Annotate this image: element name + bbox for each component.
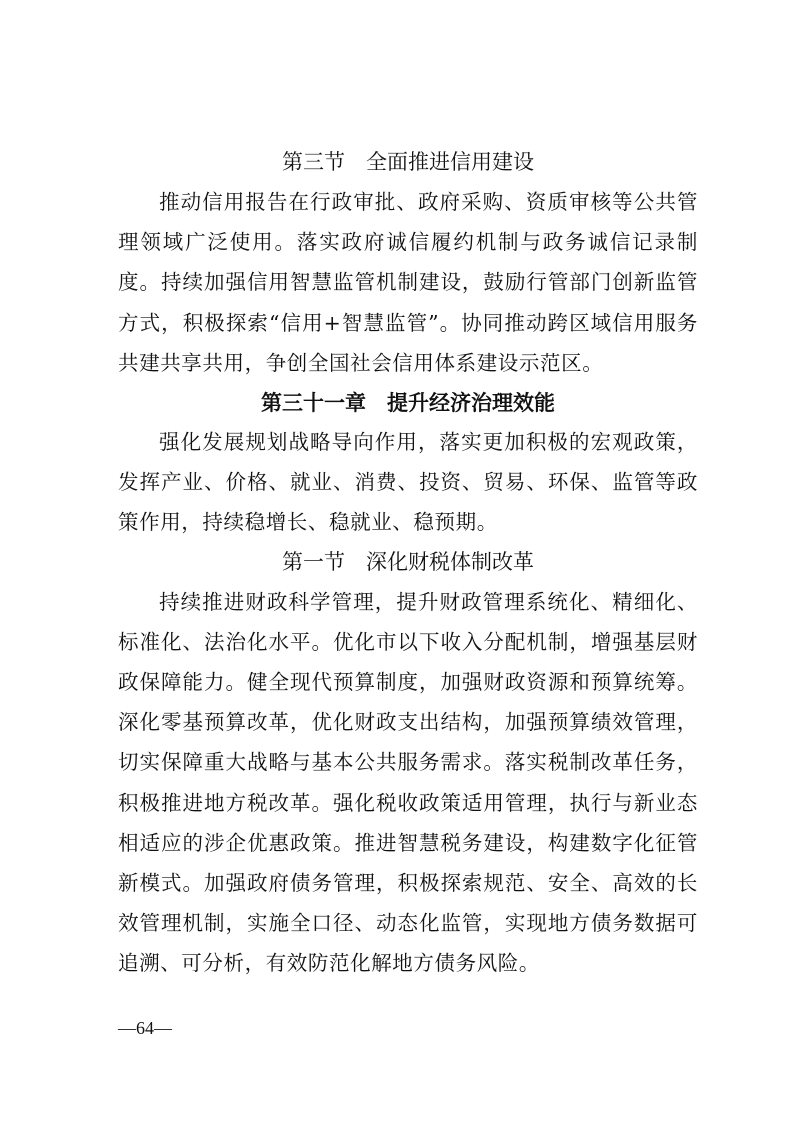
chapter-intro-paragraph: 强化发展规划战略导向作用，落实更加积极的宏观政策，发挥产业、价格、就业、消费、投资、贸易、环保、监管等政策作用，持续稳增长、稳就业、稳预期。: [118, 430, 698, 535]
chapter-title: 第三十一章 提升经济治理效能: [261, 390, 555, 416]
page-number: —64—: [118, 1018, 172, 1038]
page-content: [118, 143, 698, 984]
section-title: 第三节 全面推进信用建设: [282, 150, 534, 174]
body-paragraph: 推动信用报告在行政审批、政府采购、资质审核等公共管理领域广泛使用。落实政府诚信履约机制与政务诚信记录制度。持续加强信用智慧监管机制建设，鼓励行管部门创新监管方式，积极探索“信用+智慧监管”。协同推动跨区域信用服务共建共享共用，争创全国社会信用体系建设示范区。: [118, 190, 698, 375]
body-paragraph: 持续推进财政科学管理，提升财政管理系统化、精细化、标准化、法治化水平。优化市以下收入分配机制，增强基层财政保障能力。健全现代预算制度，加强财政资源和预算统筹。深化零基预算改革，优化财政支出结构，加强预算绩效管理，切实保障重大战略与基本公共服务需求。落实税制改革任务，积极推进地方税改革。强化税收政策适用管理，执行与新业态相适应的涉企优惠政策。推进智慧税务建设，构建数字化征管新模式。加强政府债务管理，积极探索规范、安全、高效的长效管理机制，实施全口径、动态化监管，实现地方债务数据可追溯、可分析，有效防范化解地方债务风险。: [118, 589, 698, 976]
section-title: 第一节 深化财税体制改革: [282, 549, 534, 574]
